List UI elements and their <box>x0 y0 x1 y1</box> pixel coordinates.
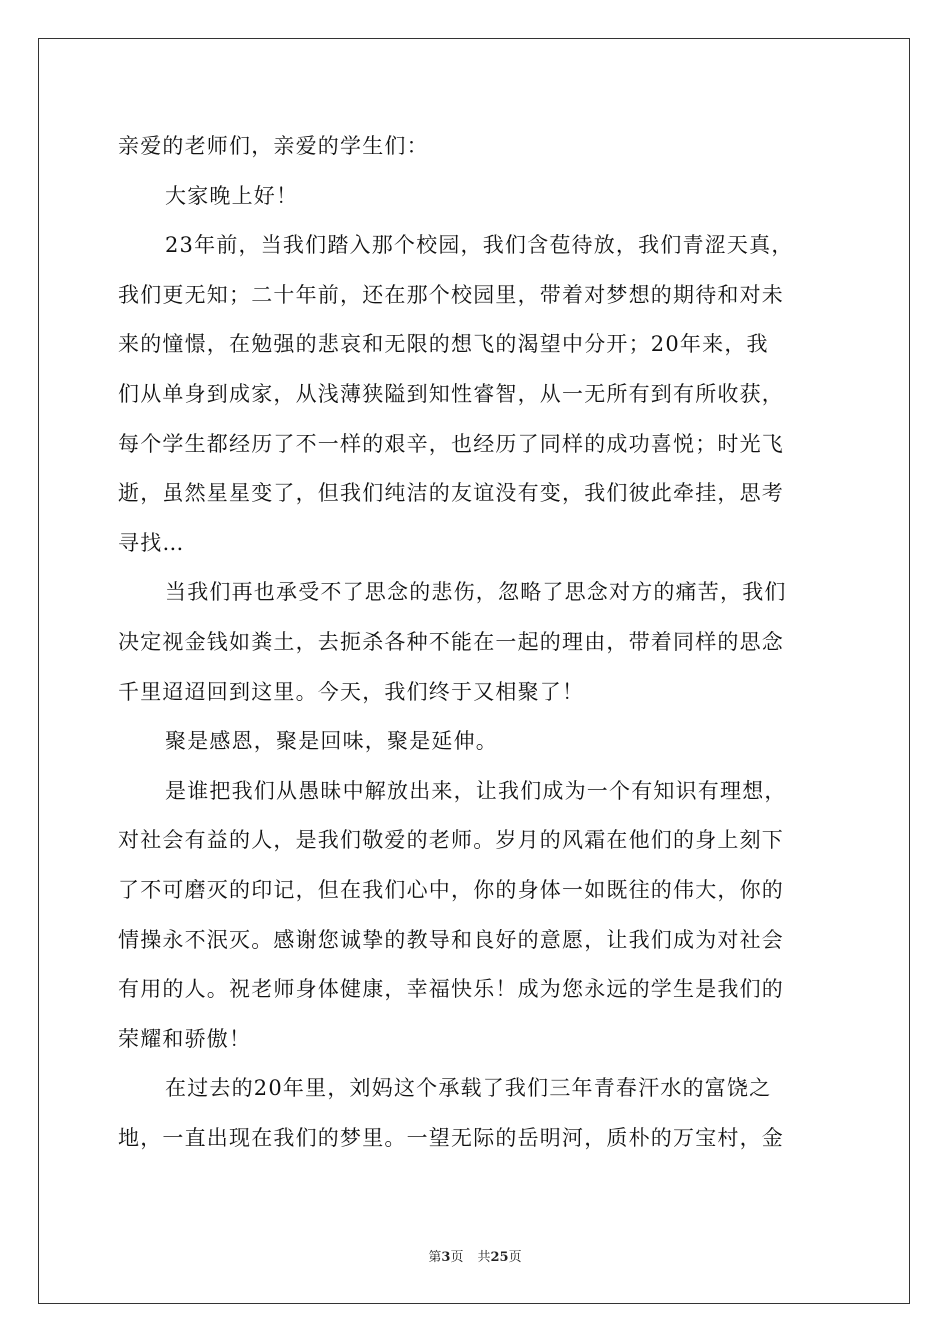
document-body <box>118 128 838 1169</box>
text-line: 决定视金钱如粪土，去扼杀各种不能在一起的理由，带着同样的思念 <box>118 629 784 654</box>
text-line: 对社会有益的人，是我们敬爱的老师。岁月的风霜在他们的身上刻下 <box>118 828 784 853</box>
text-line: 地，一直出现在我们的梦里。一望无际的岳明河，质朴的万宝村，金 <box>118 1125 784 1150</box>
text-line: 们从单身到成家，从浅薄狭隘到知性睿智，从一无所有到有所收获， <box>118 381 784 406</box>
total-pages: 25 <box>490 1250 509 1265</box>
text-line: 情操永不泯灭。感谢您诚挚的教导和良好的意愿，让我们成为对社会 <box>118 927 784 952</box>
text-line: 寻找… <box>118 530 185 555</box>
page-prefix: 第 <box>428 1250 442 1265</box>
text-line: 我们更无知；二十年前，还在那个校园里，带着对梦想的期待和对未 <box>118 282 784 307</box>
text-line: 有用的人。祝老师身体健康，幸福快乐！成为您永远的学生是我们的 <box>118 977 784 1002</box>
text-line: 23年前，当我们踏入那个校园，我们含苞待放，我们青涩天真， <box>165 233 794 258</box>
text-line: 大家晚上好！ <box>165 183 299 208</box>
total-prefix: 共 <box>477 1250 491 1265</box>
text-line: 了不可磨灭的印记，但在我们心中，你的身体一如既往的伟大，你的 <box>118 877 784 902</box>
page-footer <box>0 1246 950 1265</box>
text-line: 每个学生都经历了不一样的艰辛，也经历了同样的成功喜悦；时光飞 <box>118 431 784 456</box>
text-line: 聚是感恩，聚是回味，聚是延伸。 <box>165 729 498 754</box>
page-suffix: 页 <box>450 1250 464 1265</box>
text-line: 来的憧憬，在勉强的悲哀和无限的想飞的渴望中分开；20年来，我 <box>118 332 769 357</box>
text-line: 当我们再也承受不了思念的悲伤，忽略了思念对方的痛苦，我们 <box>165 580 787 605</box>
total-suffix: 页 <box>508 1250 522 1265</box>
text-line: 千里迢迢回到这里。今天，我们终于又相聚了！ <box>118 679 585 704</box>
text-line: 逝，虽然星星变了，但我们纯洁的友谊没有变，我们彼此牵挂，思考 <box>118 481 784 506</box>
page-number: 3 <box>441 1250 451 1265</box>
text-line: 在过去的20年里，刘妈这个承载了我们三年青春汗水的富饶之 <box>165 1076 772 1101</box>
text-line: 荣耀和骄傲！ <box>118 1026 252 1051</box>
text-line: 是谁把我们从愚昧中解放出来，让我们成为一个有知识有理想， <box>165 778 787 803</box>
text-line: 亲爱的老师们，亲爱的学生们： <box>118 134 429 158</box>
